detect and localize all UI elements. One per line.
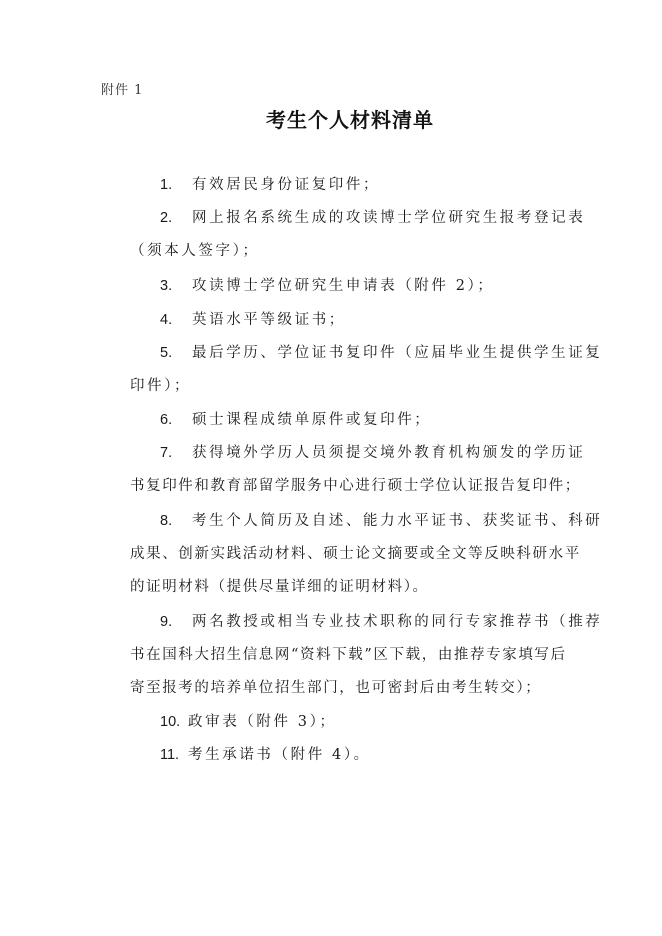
list-item-5 xyxy=(130,343,602,363)
item-text: 有效居民身份证复印件； xyxy=(192,177,381,193)
item-text: 攻读博士学位研究生申请表（附件 2）； xyxy=(192,278,495,294)
item-number: 2. xyxy=(160,210,173,226)
item-number: 9. xyxy=(160,614,173,630)
list-item-10 xyxy=(130,712,337,732)
list-item-7 xyxy=(130,443,585,463)
item-text: 英语水平等级证书； xyxy=(192,312,346,328)
list-item-6 xyxy=(130,410,431,430)
item-text: 政审表（附件 3）； xyxy=(188,714,337,730)
item-number: 6. xyxy=(160,412,173,428)
item-number: 5. xyxy=(160,345,173,361)
item-text: 两名教授或相当专业技术职称的同行专家推荐书（推荐 xyxy=(192,614,603,630)
list-item-9 xyxy=(130,612,602,632)
item-text: 硕士课程成绩单原件或复印件； xyxy=(192,412,432,428)
list-item-8-continuation-2: 的证明材料（提供尽量详细的证明材料）。 xyxy=(130,579,429,595)
item-number: 10. xyxy=(160,714,181,730)
item-text: 最后学历、学位证书复印件（应届毕业生提供学生证复 xyxy=(192,345,603,361)
list-item-3 xyxy=(130,276,494,296)
list-item-2 xyxy=(130,208,585,228)
list-item-9-continuation-1: 书在国科大招生信息网“资料下载”区下载，由推荐专家填写后 xyxy=(130,647,567,663)
item-text: 考生承诺书（附件 4）。 xyxy=(188,747,371,763)
list-item-8-continuation-1: 成果、创新实践活动材料、硕士论文摘要或全文等反映科研水平 xyxy=(130,546,581,562)
item-text: 获得境外学历人员须提交境外教育机构颁发的学历证 xyxy=(192,445,586,461)
item-text: 网上报名系统生成的攻读博士学位研究生报考登记表 xyxy=(192,210,586,226)
page-title: 考生个人材料清单 xyxy=(266,108,434,132)
list-item-4 xyxy=(130,310,346,330)
list-item-8 xyxy=(130,511,602,531)
item-number: 7. xyxy=(160,445,173,461)
list-item-5-continuation: 印件）； xyxy=(130,378,192,394)
item-number: 1. xyxy=(160,177,173,193)
list-item-1 xyxy=(130,175,380,195)
item-text: 考生个人简历及自述、能力水平证书、获奖证书、科研 xyxy=(192,513,603,529)
item-number: 8. xyxy=(160,513,173,529)
item-number: 4. xyxy=(160,312,173,328)
list-item-7-continuation: 书复印件和教育部留学服务中心进行硕士学位认证报告复印件； xyxy=(130,478,581,494)
item-number: 3. xyxy=(160,278,173,294)
list-item-9-continuation-2: 寄至报考的培养单位招生部门，也可密封后由考生转交）； xyxy=(130,680,542,696)
item-number: 11. xyxy=(160,747,180,763)
attachment-label: 附件 1 xyxy=(101,83,144,98)
list-item-11 xyxy=(130,745,371,765)
list-item-2-continuation: （须本人签字）； xyxy=(130,243,260,259)
